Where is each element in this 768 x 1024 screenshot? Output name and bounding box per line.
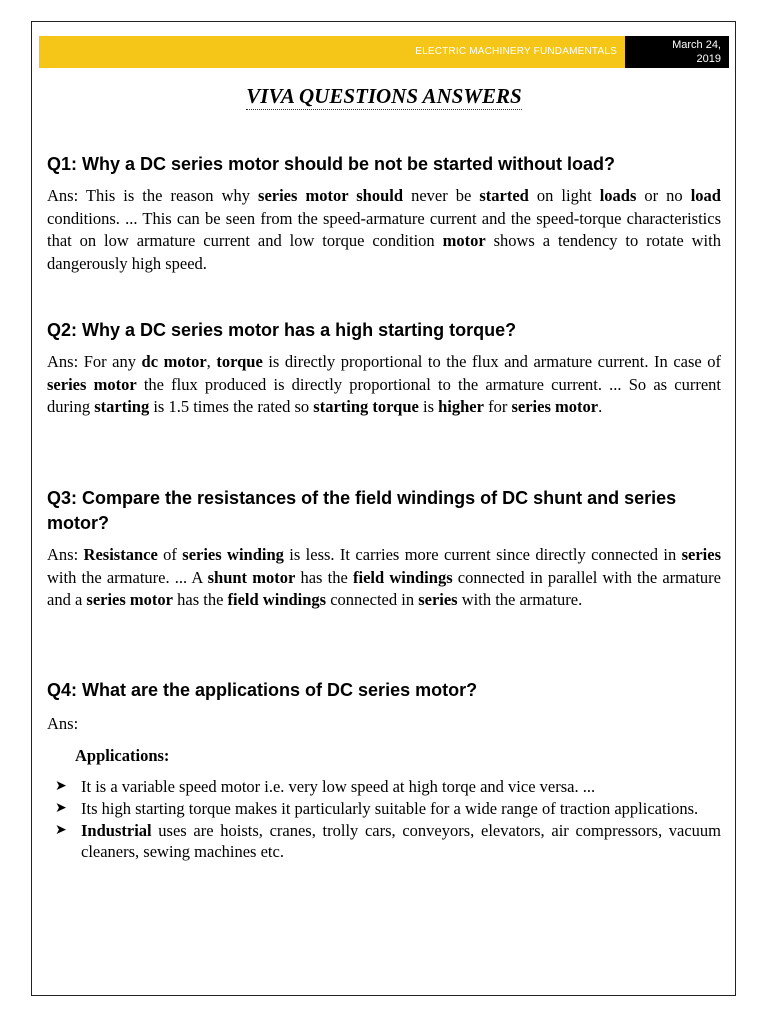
header-title: ELECTRIC MACHINERY FUNDAMENTALS — [415, 46, 617, 57]
answer-2: Ans: For any dc motor, torque is directly proportional to the flux and armature current. In case of series motor the flux produced is directly proportional to the armature current. ... So as current during starting is 1.5 times the rated so starting torque is higher for series motor. — [47, 352, 721, 416]
document-title — [0, 84, 768, 109]
answer-4-prefix: Ans: — [47, 714, 79, 733]
header-date — [625, 36, 729, 68]
list-item — [55, 798, 721, 819]
arrowhead-bullet-icon: ➤ — [55, 822, 67, 838]
applications-heading: Applications: — [75, 746, 170, 765]
header-band — [39, 36, 625, 68]
arrowhead-bullet-icon: ➤ — [55, 800, 67, 816]
list-item-text: Industrial uses are hoists, cranes, trolly cars, conveyors, elevators, air compressors, vacuum cleaners, sewing machines etc. — [81, 821, 721, 861]
list-item-text: It is a variable speed motor i.e. very low speed at high torqe and vice versa. ... — [81, 777, 596, 796]
applications-list — [55, 776, 721, 863]
answer-1: Ans: This is the reason why series motor should never be started on light loads or no load conditions. ... This can be seen from the speed-armature current and the speed-torque characteristics that on low armature current and low torque condition motor shows a tendency to rotate with dangerously high speed. — [47, 186, 721, 273]
header-date-line1: March 24, — [672, 39, 721, 51]
question-3: Q3: Compare the resistances of the field windings of DC shunt and series motor? — [47, 488, 677, 533]
header-date-line2: 2019 — [696, 53, 721, 65]
question-2: Q2: Why a DC series motor has a high starting torque? — [47, 320, 517, 340]
list-item — [55, 820, 721, 862]
list-item — [55, 776, 721, 797]
list-item-text: Its high starting torque makes it particularly suitable for a wide range of traction applications. — [81, 799, 699, 818]
question-1: Q1: Why a DC series motor should be not be started without load? — [47, 154, 616, 174]
answer-3: Ans: Resistance of series winding is less. It carries more current since directly connected in series with the armature. ... A shunt motor has the field windings connected in parallel with the armature and a series motor has the field windings connected in series with the armature. — [47, 545, 721, 609]
question-4: Q4: What are the applications of DC series motor? — [47, 680, 478, 700]
arrowhead-bullet-icon: ➤ — [55, 778, 67, 794]
document-title-text: VIVA QUESTIONS ANSWERS — [246, 84, 522, 108]
